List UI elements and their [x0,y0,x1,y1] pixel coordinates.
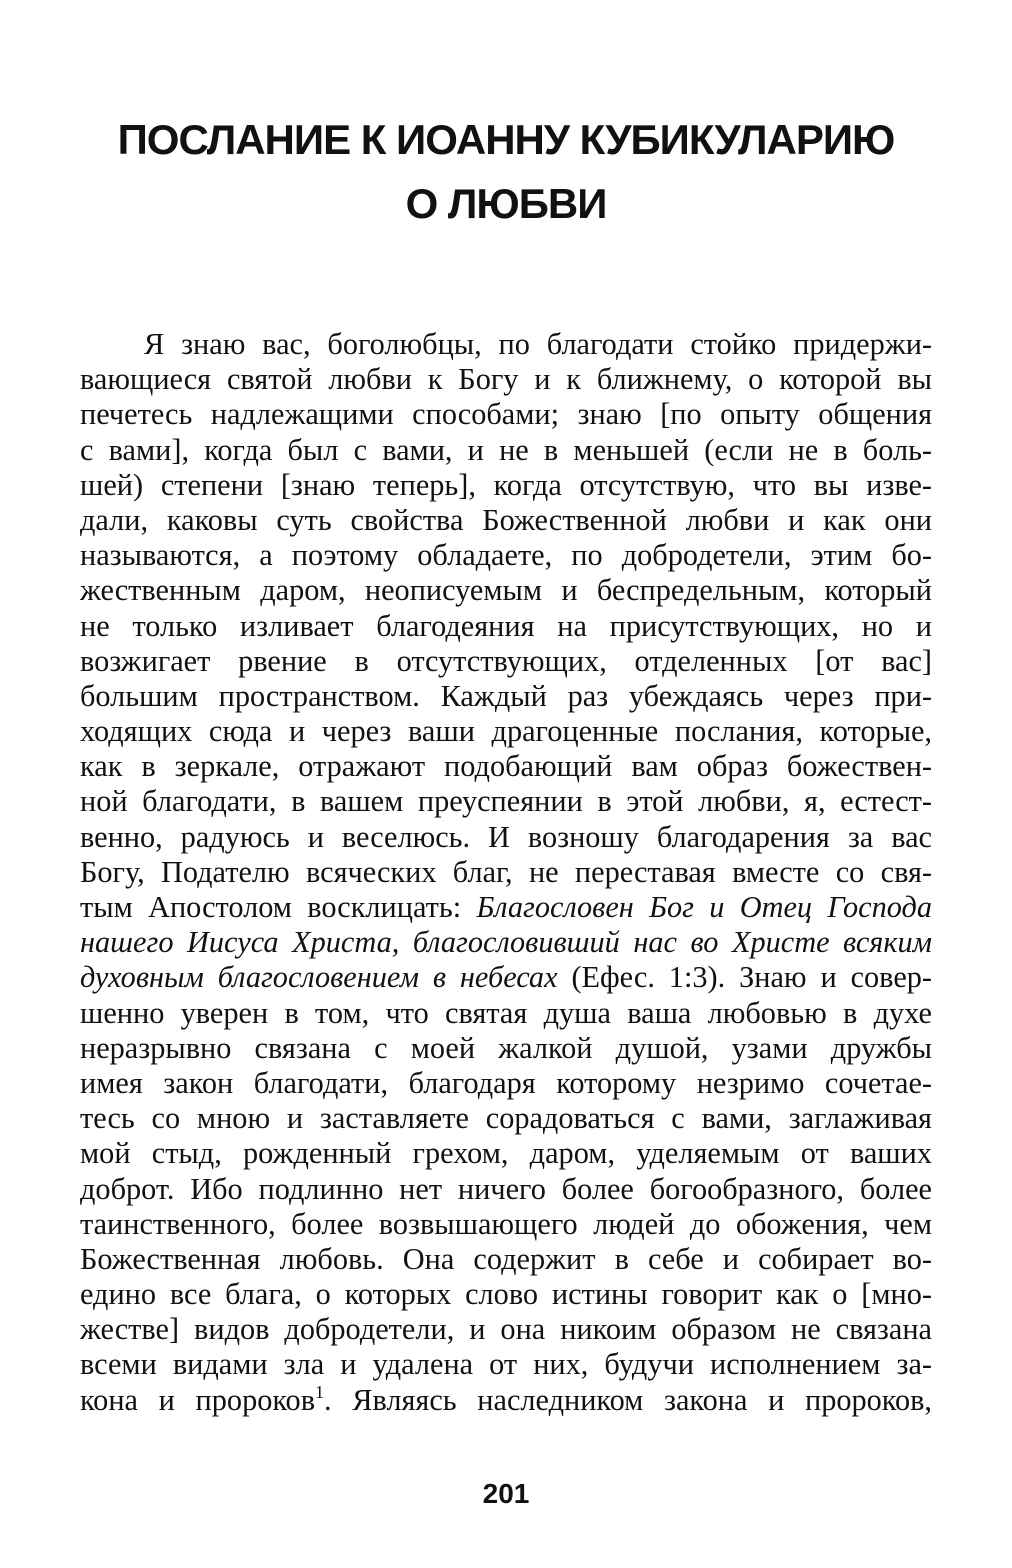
text-line: неразрывно связана с моей жалкой душой, узами дружбы [80,1030,932,1065]
footnote-ref[interactable]: 1 [315,1381,324,1402]
text-line [80,925,932,960]
text-line: возжигает рвение в отсутствующих, отделенных [от вас] [80,643,932,678]
text-segment: . Являясь наследником закона и пророков, [324,1382,932,1417]
text-line [80,890,932,925]
text-line: Я знаю вас, боголюбцы, по благодати стойко придержи- [144,327,932,361]
text-line: жестве] видов добродетели, и она никоим образом не связана [80,1312,932,1347]
text-line: ной благодати, в вашем преуспеянии в этой любви, я, естест- [80,784,932,819]
text-line: с вами], когда был с вами, и не в меньшей (если не в боль- [80,432,932,467]
scripture-quote: нашего Иисуса Христа, благословивший нас во Христе всяким [80,925,932,960]
scripture-quote: Благословен Бог и Отец Господа [476,890,932,924]
text-line: как в зеркале, отражают подобающий вам образ божествен- [80,749,932,784]
title-line-1: ПОСЛАНИЕ К ИОАННУ КУБИКУЛАРИЮ [117,116,895,163]
text-segment: тым Апостолом восклицать: [80,890,462,924]
text-line: печетесь надлежащими способами; знаю [по опыту общения [80,397,932,432]
text-line: имея закон благодати, благодаря которому незримо сочетае- [80,1065,932,1100]
text-line: шенно уверен в том, что святая душа ваша любовью в духе [80,995,932,1030]
text-line: Божественная любовь. Она содержит в себе и собирает во- [80,1241,932,1276]
text-line: дали, каковы суть свойства Божественной любви и как они [80,502,932,537]
text-line: венно, радуюсь и веселюсь. И возношу благодарения за вас [80,819,932,854]
text-line: тесь со мною и заставляете сорадоваться с вами, заглаживая [80,1101,932,1136]
text-line: не только изливает благодеяния на присутствующих, но и [80,608,932,643]
body-text [80,327,932,1418]
text-line: доброт. Ибо подлинно нет ничего более богообразного, более [80,1171,932,1206]
text-line: Богу, Подателю всяческих благ, не переставая вместе со свя- [80,854,932,889]
text-line: шей) степени [знаю теперь], когда отсутствую, что вы изве- [80,467,932,502]
text-line: едино все блага, о которых слово истины говорит как о [мно- [80,1277,932,1312]
text-line: жественным даром, неописуемым и беспредельным, который [80,573,932,608]
text-line: таинственного, более возвышающего людей до обожения, чем [80,1206,932,1241]
text-segment: кона и пророков [80,1382,315,1417]
text-line: вающиеся святой любви к Богу и к ближнему, о которой вы [80,362,932,397]
page-title [0,108,1012,236]
text-line: ходящих сюда и через ваши драгоценные послания, которые, [80,714,932,749]
page-number: 201 [482,1478,530,1509]
scripture-quote: духовным благословением в небесах [80,960,558,995]
scripture-reference: (Ефес. 1:3). Знаю и совер- [571,960,932,995]
text-line [80,960,932,995]
title-line-2: О ЛЮБВИ [405,180,607,227]
text-line: всеми видами зла и удалена от них, будучи исполнением за- [80,1347,932,1382]
text-line [80,1383,932,1418]
text-line: большим пространством. Каждый раз убеждаясь через при- [80,678,932,713]
text-line: мой стыд, рожденный грехом, даром, уделяемым от ваших [80,1136,932,1171]
text-line: называются, а поэтому обладаете, по добродетели, этим бо- [80,538,932,573]
